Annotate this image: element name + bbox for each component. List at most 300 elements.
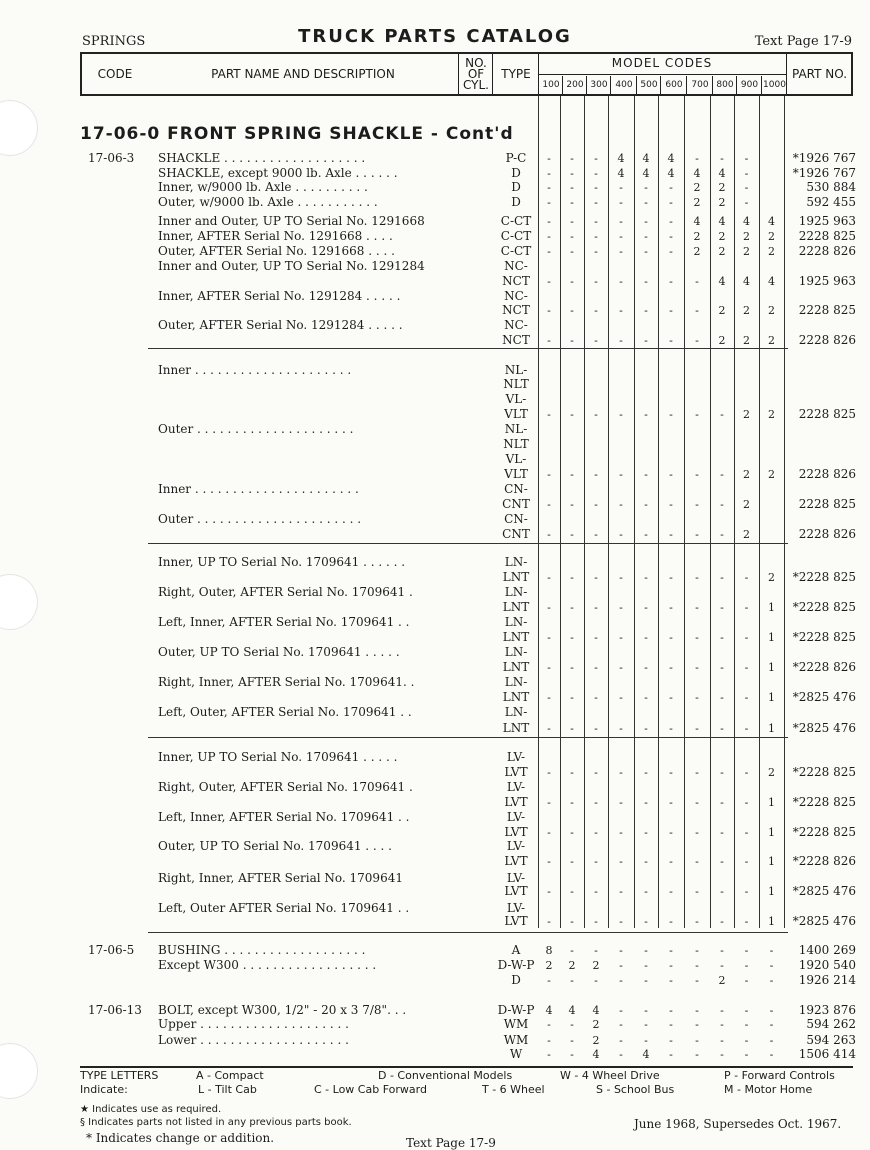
part-number: 2228 825 (798, 229, 856, 243)
model-qty: 2 (768, 230, 775, 243)
table-row (0, 166, 870, 181)
model-qty: 1 (768, 691, 775, 704)
type-code: LN- (504, 585, 528, 599)
part-number: 1920 540 (798, 958, 856, 972)
part-description: Inner . . . . . . . . . . . . . . . . . . . . . . (158, 482, 359, 496)
part-description: Inner, UP TO Serial No. 1709641 . . . . . . (158, 555, 406, 569)
model-qty: - (744, 631, 749, 644)
model-qty: - (695, 498, 699, 511)
type-code: NLT (503, 437, 529, 451)
model-qty: - (644, 1034, 648, 1047)
type-code: LVT (504, 765, 528, 779)
model-qty: - (720, 915, 724, 928)
part-code: 17-06-13 (88, 1003, 142, 1017)
type-code: VL- (505, 392, 527, 406)
model-qty: - (619, 885, 623, 898)
model-code-700: 700 (686, 76, 713, 94)
part-number: *2228 825 (792, 825, 856, 839)
model-qty: - (570, 528, 574, 541)
model-qty: - (669, 601, 673, 614)
model-qty: - (594, 722, 598, 735)
part-description: BUSHING . . . . . . . . . . . . . . . . . . . (158, 943, 366, 957)
model-qty: - (619, 1004, 623, 1017)
part-number: 2228 826 (798, 467, 856, 481)
revision-date: June 1968, Supersedes Oct. 1967. (634, 1117, 842, 1131)
model-qty: - (619, 196, 623, 209)
model-qty: - (695, 152, 699, 165)
model-qty: - (695, 571, 699, 584)
model-qty: - (644, 885, 648, 898)
model-qty: - (619, 974, 623, 987)
model-qty: - (695, 334, 699, 347)
model-qty: - (644, 1018, 648, 1031)
section-title: 17-06-0 FRONT SPRING SHACKLE - Cont'd (80, 124, 514, 144)
table-row (0, 527, 870, 542)
table-row (0, 705, 870, 720)
type-code: WM (503, 1033, 529, 1047)
model-qty: - (669, 408, 673, 421)
model-qty: - (619, 796, 623, 809)
model-qty: - (720, 408, 724, 421)
model-code-900: 900 (736, 76, 762, 94)
model-qty: - (594, 571, 598, 584)
table-row (0, 914, 870, 929)
model-qty: 2 (718, 196, 726, 209)
part-description: Right, Inner, AFTER Serial No. 1709641 (158, 871, 403, 885)
model-qty: - (695, 826, 699, 839)
model-qty: - (619, 408, 623, 421)
model-qty: - (547, 167, 551, 180)
model-qty: - (594, 826, 598, 839)
model-qty: - (547, 722, 551, 735)
table-row (0, 437, 870, 452)
type-code: D (511, 166, 521, 180)
part-number: 1923 876 (798, 1003, 856, 1017)
type-code: LVT (504, 884, 528, 898)
part-number: 594 262 (806, 1017, 856, 1031)
model-qty: 4 (768, 215, 775, 228)
part-description: Outer . . . . . . . . . . . . . . . . . . . . . (158, 422, 354, 436)
model-qty: 2 (768, 571, 775, 584)
model-qty: - (619, 498, 623, 511)
type-code: LN- (504, 645, 528, 659)
model-qty: - (669, 468, 673, 481)
table-row (0, 422, 870, 437)
model-qty: - (720, 766, 724, 779)
part-description: Left, Outer, AFTER Serial No. 1709641 . . (158, 705, 412, 719)
model-qty: - (744, 601, 749, 614)
part-number: *2825 476 (792, 690, 856, 704)
model-qty: - (669, 1018, 673, 1031)
model-qty: - (570, 167, 574, 180)
model-qty: - (619, 245, 623, 258)
divider (148, 348, 788, 349)
table-row (0, 750, 870, 765)
model-qty: - (594, 915, 598, 928)
table-row (0, 884, 870, 899)
model-qty: 4 (617, 152, 625, 165)
model-qty: - (669, 304, 673, 317)
type-code: D (511, 195, 521, 209)
footer-rule (80, 1066, 853, 1068)
model-qty: 2 (568, 959, 576, 972)
model-qty: - (547, 915, 551, 928)
model-qty: - (594, 230, 598, 243)
type-code: LVT (504, 825, 528, 839)
model-qty: - (720, 885, 724, 898)
model-qty: - (547, 181, 551, 194)
table-row (0, 825, 870, 840)
model-qty: 4 (718, 167, 726, 180)
model-qty: - (547, 230, 551, 243)
footer-page-number: Text Page 17-9 (406, 1136, 496, 1150)
model-qty: 1 (768, 885, 775, 898)
model-qty: - (619, 766, 623, 779)
model-qty: - (547, 571, 551, 584)
model-qty: - (570, 275, 574, 288)
model-qty: - (744, 152, 749, 165)
model-qty: - (570, 1034, 574, 1047)
model-qty: - (619, 215, 623, 228)
model-qty: - (570, 181, 574, 194)
model-qty: - (644, 944, 648, 957)
model-qty: 1 (768, 855, 775, 868)
model-qty: - (570, 196, 574, 209)
table-row (0, 482, 870, 497)
model-qty: - (669, 855, 673, 868)
model-qty: - (769, 959, 774, 972)
type-code: LV- (506, 750, 526, 764)
legend-item: L - Tilt Cab (198, 1083, 257, 1096)
model-qty: - (720, 528, 724, 541)
type-code: LN- (504, 615, 528, 629)
model-qty: 4 (642, 167, 650, 180)
model-qty: - (547, 766, 551, 779)
table-row (0, 555, 870, 570)
table-row (0, 1003, 870, 1018)
model-qty: - (644, 304, 648, 317)
part-description: Outer . . . . . . . . . . . . . . . . . . . . . . (158, 512, 362, 526)
part-description: Outer, AFTER Serial No. 1291668 . . . . (158, 244, 395, 258)
part-number: 2228 825 (798, 303, 856, 317)
model-qty: 8 (545, 944, 553, 957)
model-qty: 2 (743, 304, 750, 317)
legend-item: A - Compact (196, 1069, 264, 1082)
model-qty: - (695, 661, 699, 674)
type-code: CNT (502, 497, 530, 511)
type-code: VL- (505, 452, 527, 466)
part-description: Except W300 . . . . . . . . . . . . . . . . . . (158, 958, 377, 972)
model-qty: - (669, 215, 673, 228)
model-qty: 4 (667, 152, 675, 165)
model-qty: - (695, 304, 699, 317)
model-qty: - (644, 215, 648, 228)
model-qty: 4 (545, 1004, 553, 1017)
model-qty: - (695, 766, 699, 779)
model-qty: - (695, 944, 699, 957)
model-qty: - (594, 468, 598, 481)
model-qty: - (720, 498, 724, 511)
model-qty: - (547, 631, 551, 644)
model-qty: 4 (693, 215, 701, 228)
model-qty: - (669, 528, 673, 541)
model-qty: 1 (768, 826, 775, 839)
model-qty: - (594, 498, 598, 511)
model-qty: - (594, 181, 598, 194)
model-qty: 4 (743, 215, 750, 228)
model-qty: - (669, 245, 673, 258)
model-qty: - (570, 631, 574, 644)
model-qty: 2 (718, 230, 726, 243)
model-qty: - (570, 1018, 574, 1031)
model-qty: - (594, 304, 598, 317)
model-qty: 2 (693, 181, 701, 194)
model-qty: - (669, 334, 673, 347)
section-label: SPRINGS (82, 34, 146, 49)
model-qty: - (695, 915, 699, 928)
type-code: LNT (502, 690, 530, 704)
model-qty: 2 (743, 334, 750, 347)
part-description: Right, Inner, AFTER Serial No. 1709641. . (158, 675, 415, 689)
model-qty: - (695, 885, 699, 898)
table-row (0, 392, 870, 407)
model-qty: 2 (693, 245, 701, 258)
model-qty: - (669, 498, 673, 511)
part-number: 2228 825 (798, 497, 856, 511)
part-description: Left, Outer AFTER Serial No. 1709641 . . (158, 901, 410, 915)
table-row (0, 570, 870, 585)
model-qty: - (720, 468, 724, 481)
model-qty: - (619, 334, 623, 347)
model-qty: 2 (743, 498, 750, 511)
model-qty: - (619, 959, 623, 972)
table-row (0, 289, 870, 304)
model-qty: - (695, 631, 699, 644)
table-row (0, 660, 870, 675)
model-qty: - (570, 304, 574, 317)
type-code: D-W-P (497, 1003, 535, 1017)
type-code: C-CT (500, 244, 532, 258)
model-qty: - (695, 1048, 699, 1061)
model-qty: - (547, 1048, 551, 1061)
type-code: NC- (504, 259, 528, 273)
table-row (0, 452, 870, 467)
model-qty: - (547, 855, 551, 868)
model-qty: 4 (718, 215, 726, 228)
model-qty: - (720, 796, 724, 809)
model-qty: - (619, 722, 623, 735)
table-row (0, 585, 870, 600)
part-description: Lower . . . . . . . . . . . . . . . . . . . . (158, 1033, 349, 1047)
model-qty: - (594, 275, 598, 288)
model-qty: 4 (642, 152, 650, 165)
model-qty: - (644, 766, 648, 779)
model-qty: - (594, 528, 598, 541)
part-number: *2228 825 (792, 765, 856, 779)
part-code: 17-06-3 (88, 151, 135, 165)
legend-item: M - Motor Home (724, 1083, 813, 1096)
model-qty: - (594, 796, 598, 809)
model-qty: - (769, 944, 774, 957)
table-row (0, 973, 870, 988)
table-row (0, 303, 870, 318)
model-qty: - (644, 181, 648, 194)
model-qty: 2 (592, 1034, 600, 1047)
model-qty: 4 (718, 275, 726, 288)
part-number: *2825 476 (792, 721, 856, 735)
model-qty: - (619, 275, 623, 288)
table-row (0, 810, 870, 825)
model-qty: 4 (693, 167, 701, 180)
type-code: NL- (504, 422, 528, 436)
model-qty: - (644, 826, 648, 839)
model-qty: - (644, 661, 648, 674)
model-qty: - (619, 1034, 623, 1047)
table-row (0, 229, 870, 244)
model-qty: - (619, 661, 623, 674)
model-qty: - (644, 528, 648, 541)
model-qty: 2 (592, 1018, 600, 1031)
model-qty: - (594, 661, 598, 674)
model-qty: - (619, 826, 623, 839)
model-qty: - (744, 944, 749, 957)
type-code: LV- (506, 780, 526, 794)
type-code: D (511, 973, 521, 987)
model-qty: - (695, 1018, 699, 1031)
type-code: LV- (506, 810, 526, 824)
model-qty: - (644, 498, 648, 511)
model-qty: - (644, 571, 648, 584)
type-code: A (511, 943, 521, 957)
model-qty: 1 (768, 661, 775, 674)
table-row (0, 407, 870, 422)
model-qty: - (594, 691, 598, 704)
model-qty: - (570, 215, 574, 228)
model-qty: 1 (768, 631, 775, 644)
col-part-name: PART NAME AND DESCRIPTION (211, 66, 395, 81)
model-qty: - (695, 1004, 699, 1017)
part-description: Outer, UP TO Serial No. 1709641 . . . . . (158, 645, 400, 659)
indicate-label: Indicate: (80, 1083, 128, 1096)
model-qty: - (547, 796, 551, 809)
col-type: TYPE (492, 54, 539, 94)
model-qty: 2 (718, 974, 726, 987)
model-code-600: 600 (660, 76, 687, 94)
divider (148, 932, 788, 933)
model-qty: - (547, 334, 551, 347)
part-number: *2228 825 (792, 795, 856, 809)
model-qty: - (619, 631, 623, 644)
model-qty: - (744, 1004, 749, 1017)
model-qty: 4 (743, 275, 750, 288)
table-row (0, 839, 870, 854)
model-qty: - (644, 631, 648, 644)
model-qty: - (744, 796, 749, 809)
part-number: 592 455 (806, 195, 856, 209)
model-qty: - (644, 796, 648, 809)
model-qty: - (619, 944, 623, 957)
model-qty: - (570, 1048, 574, 1061)
model-qty: - (744, 167, 749, 180)
model-code-300: 300 (586, 76, 611, 94)
type-code: LV- (506, 839, 526, 853)
part-number: 2228 826 (798, 333, 856, 347)
model-qty: - (644, 408, 648, 421)
note-change: * Indicates change or addition. (86, 1131, 275, 1145)
page-title: TRUCK PARTS CATALOG (298, 26, 572, 47)
model-qty: - (594, 855, 598, 868)
model-qty: - (669, 826, 673, 839)
model-qty: - (744, 196, 749, 209)
part-description: Inner, UP TO Serial No. 1709641 . . . . . (158, 750, 398, 764)
model-qty: - (570, 571, 574, 584)
model-qty: - (547, 661, 551, 674)
part-description: BOLT, except W300, 1/2" - 20 x 3 7/8". . . (158, 1003, 407, 1017)
model-qty: - (669, 1048, 673, 1061)
type-code: LNT (502, 570, 530, 584)
part-number: *2228 826 (792, 660, 856, 674)
part-number: *1926 767 (792, 166, 856, 180)
type-code: NCT (502, 274, 530, 288)
model-qty: - (594, 601, 598, 614)
model-qty: - (570, 334, 574, 347)
model-qty: - (669, 691, 673, 704)
model-qty: - (570, 601, 574, 614)
model-qty: 2 (768, 408, 775, 421)
type-code: WM (503, 1017, 529, 1031)
model-qty: 4 (768, 275, 775, 288)
model-code-1000: 1000 (761, 76, 787, 94)
model-qty: - (547, 408, 551, 421)
model-qty: - (669, 885, 673, 898)
model-qty: - (644, 230, 648, 243)
model-qty: 4 (667, 167, 675, 180)
model-qty: - (594, 167, 598, 180)
model-qty: - (594, 196, 598, 209)
model-qty: - (744, 1048, 749, 1061)
type-code: NLT (503, 377, 529, 391)
model-qty: - (744, 571, 749, 584)
model-qty: 2 (718, 245, 726, 258)
model-qty: - (720, 571, 724, 584)
model-qty: 2 (545, 959, 553, 972)
part-description: Upper . . . . . . . . . . . . . . . . . . . . (158, 1017, 349, 1031)
model-qty: 2 (743, 528, 750, 541)
model-qty: - (669, 722, 673, 735)
model-qty: 2 (592, 959, 600, 972)
model-qty: - (644, 691, 648, 704)
legend-item: P - Forward Controls (724, 1069, 835, 1082)
type-code: LV- (506, 871, 526, 885)
model-qty: - (769, 974, 774, 987)
model-qty: - (619, 304, 623, 317)
model-qty: - (547, 275, 551, 288)
part-description: Outer, AFTER Serial No. 1291284 . . . . . (158, 318, 403, 332)
model-qty: - (570, 766, 574, 779)
model-qty: - (669, 1004, 673, 1017)
punch-hole-top (0, 100, 38, 156)
type-code: LVT (504, 854, 528, 868)
type-code: D (511, 180, 521, 194)
model-qty: - (695, 796, 699, 809)
table-row (0, 512, 870, 527)
type-code: LN- (504, 705, 528, 719)
model-qty: - (594, 408, 598, 421)
table-row (0, 467, 870, 482)
model-qty: 4 (592, 1048, 600, 1061)
model-qty: - (570, 885, 574, 898)
model-qty: - (644, 974, 648, 987)
